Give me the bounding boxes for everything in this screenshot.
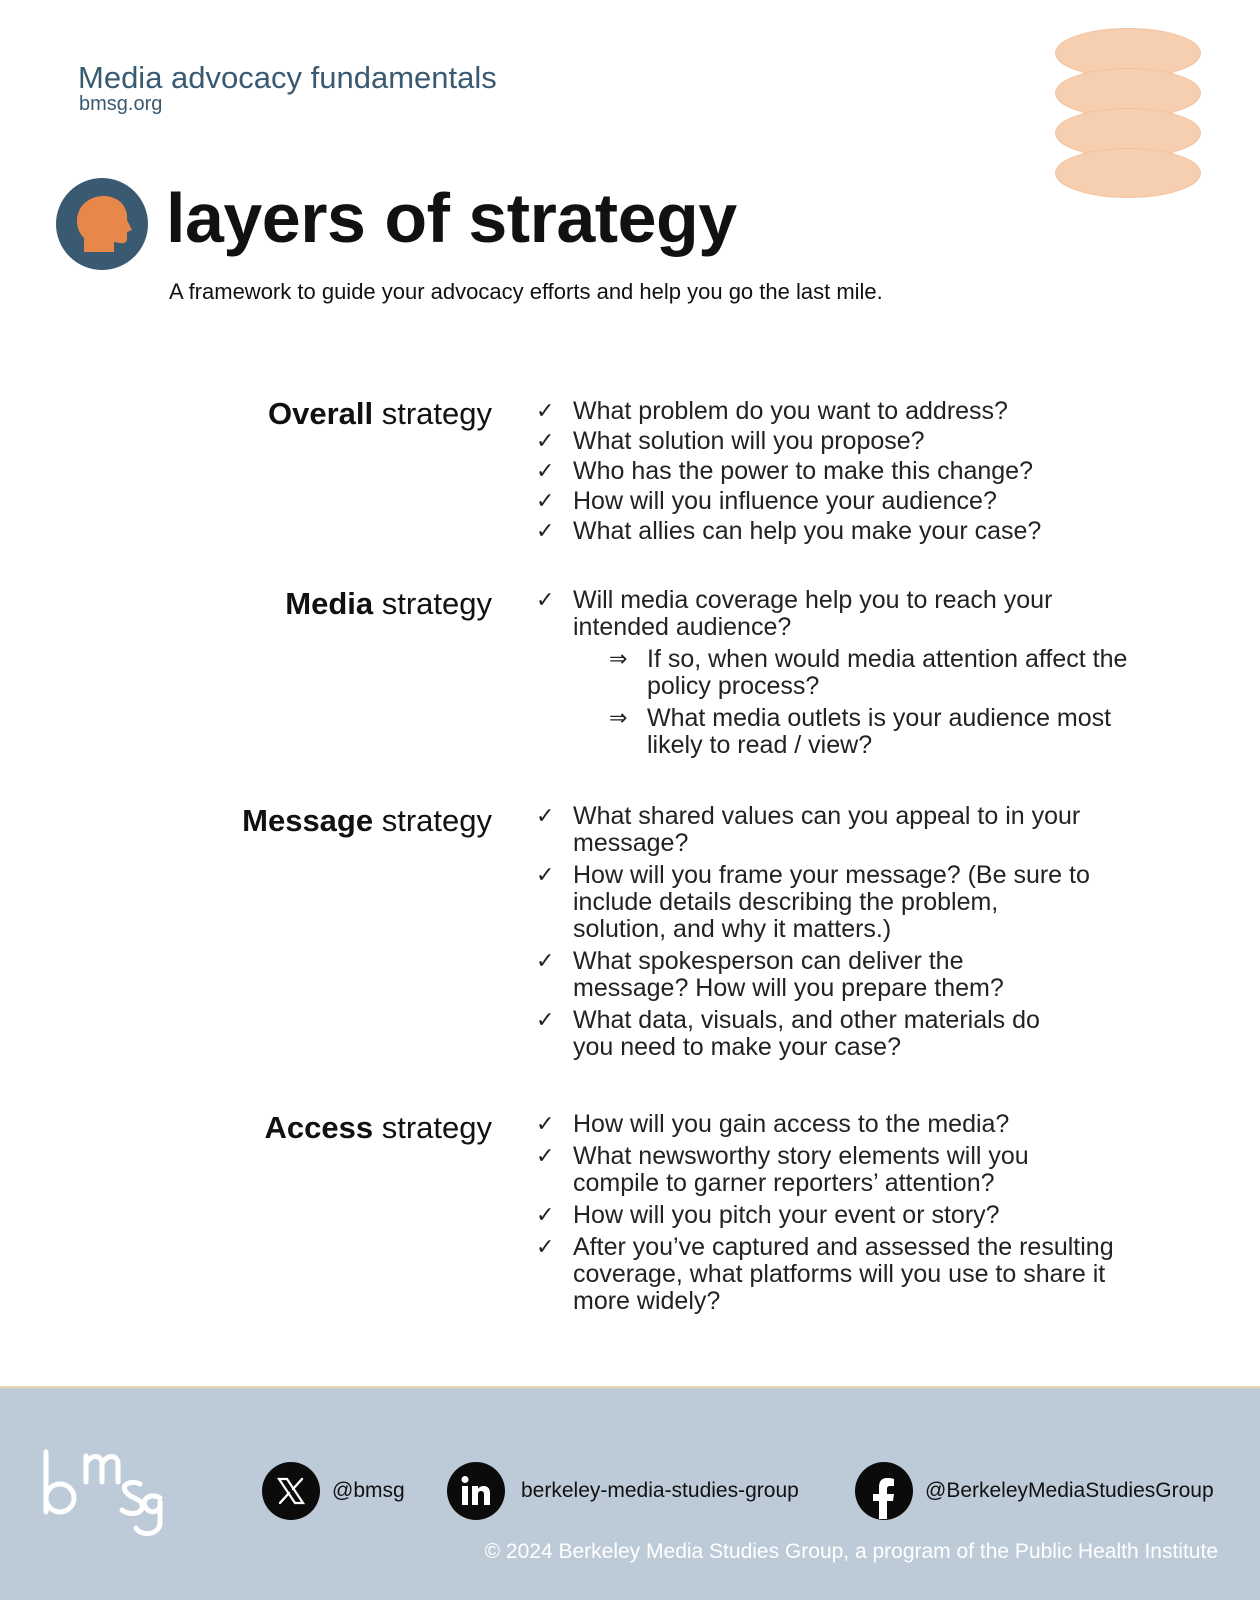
section-label: Media strategy [285,586,492,621]
site-url[interactable]: bmsg.org [79,93,163,115]
checkmark-icon: ✓ [536,399,555,424]
section-label: Overall strategy [267,396,492,431]
x-social-link[interactable] [262,1462,405,1520]
facebook-icon [855,1462,913,1520]
double-arrow-icon: ⇒ [609,706,628,731]
checkmark-icon: ✓ [536,429,555,454]
checkmark-icon: ✓ [536,1235,555,1260]
linkedin-social-link[interactable] [447,1462,799,1520]
checkmark-icon: ✓ [536,459,555,484]
list-item: ✓ What allies can help you make your case? [536,517,1042,545]
section-label: Access strategy [264,1110,492,1145]
checkmark-icon: ✓ [536,1144,555,1169]
page-title: layers of strategy [166,179,737,257]
overall-questions [536,398,1136,548]
facebook-handle: @BerkeleyMediaStudiesGroup [925,1479,1214,1502]
checkmark-icon: ✓ [536,863,555,888]
list-item: ✓ Will media coverage help you to reach your intended audience? [536,586,1053,641]
list-item: ✓ How will you influence your audience? [536,487,997,515]
footer [0,1386,1260,1600]
list-item: ✓ Who has the power to make this change? [536,457,1033,485]
copyright-notice: © 2024 Berkeley Media Studies Group, a program of the Public Health Institute [484,1540,1218,1563]
sub-list-item: ⇒ What media outlets is your audience most likely to read / view? [609,704,1112,759]
bmsg-logo [40,1440,170,1540]
page-subtitle: A framework to guide your advocacy efforts and help you go the last mile. [169,279,883,304]
linkedin-handle: berkeley-media-studies-group [521,1479,799,1502]
head-profile-icon [56,178,148,270]
list-item: ✓ How will you pitch your event or story? [536,1201,1000,1229]
access-questions [536,1111,1136,1320]
media-questions [536,587,1136,764]
checkmark-icon: ✓ [536,1008,555,1033]
checkmark-icon: ✓ [536,1112,555,1137]
checkmark-icon: ✓ [536,519,555,544]
checkmark-icon: ✓ [536,588,555,613]
checkmark-icon: ✓ [536,489,555,514]
x-icon [262,1462,320,1520]
checkmark-icon: ✓ [536,1203,555,1228]
double-arrow-icon: ⇒ [609,647,628,672]
section-label: Message strategy [242,803,492,838]
list-item: ✓ How will you gain access to the media? [536,1110,1010,1138]
list-item: ✓ How will you frame your message? (Be sure to include details describing the problem, solution, and why it matters.) [536,861,1090,943]
list-item: ✓ What solution will you propose? [536,427,925,455]
list-item: ✓ What newsworthy story elements will you compile to garner reporters’ attention? [536,1142,1029,1197]
checkmark-icon: ✓ [536,949,555,974]
message-questions [536,803,1096,1066]
sub-list-item: ⇒ If so, when would media attention affect the policy process? [609,645,1128,700]
linkedin-icon [447,1462,505,1520]
layer-disc [1055,148,1201,198]
checkmark-icon: ✓ [536,804,555,829]
list-item: ✓ What data, visuals, and other materials do you need to make your case? [536,1006,1040,1061]
layers-stack-icon [1055,28,1201,200]
list-item: ✓ After you’ve captured and assessed the resulting coverage, what platforms will you use to share it more widely? [536,1233,1114,1315]
facebook-social-link[interactable] [855,1462,1214,1520]
x-handle: @bmsg [332,1479,405,1502]
series-title: Media advocacy fundamentals [78,60,497,95]
list-item: ✓ What problem do you want to address? [536,397,1008,425]
list-item: ✓ What spokesperson can deliver the message? How will you prepare them? [536,947,1004,1002]
list-item: ✓ What shared values can you appeal to in your message? [536,802,1081,857]
